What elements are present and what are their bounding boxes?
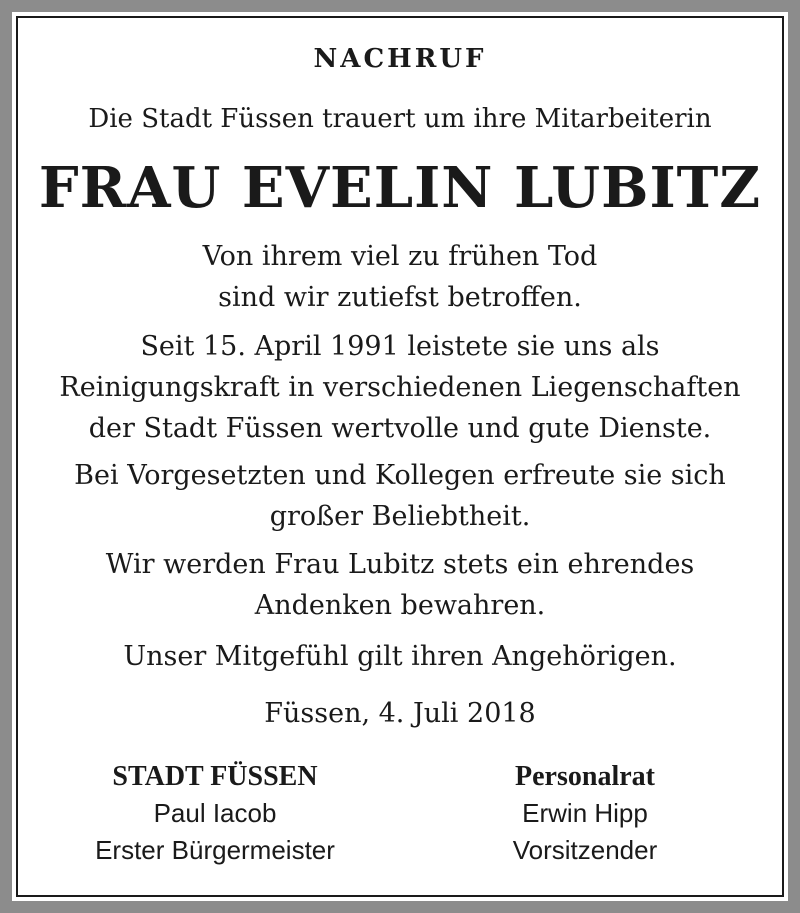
signature-role: Erster Bürgermeister bbox=[95, 835, 335, 865]
paragraph-3 bbox=[0, 455, 800, 537]
signature-block-city bbox=[60, 758, 370, 869]
signature-name: Paul Iacob bbox=[153, 798, 277, 828]
paragraph-4 bbox=[0, 544, 800, 626]
paragraph-line: Von ihrem viel zu frühen Tod bbox=[202, 241, 598, 272]
paragraph-5 bbox=[0, 636, 800, 677]
paragraph-line: Andenken bewahren. bbox=[254, 590, 546, 621]
place-date: Füssen, 4. Juli 2018 bbox=[264, 698, 536, 729]
paragraph-line: großer Beliebtheit. bbox=[269, 501, 531, 532]
paragraph-line: Wir werden Frau Lubitz stets ein ehrendes bbox=[105, 549, 695, 580]
intro-text: Die Stadt Füssen trauert um ihre Mitarbeiterin bbox=[88, 104, 712, 134]
paragraph-line: Bei Vorgesetzten und Kollegen erfreute sie sich bbox=[74, 460, 726, 491]
signature-name: Erwin Hipp bbox=[522, 798, 648, 828]
paragraph-line: Unser Mitgefühl gilt ihren Angehörigen. bbox=[123, 641, 677, 672]
paragraph-line: sind wir zutiefst betroffen. bbox=[218, 282, 582, 313]
paragraph-2 bbox=[0, 326, 800, 449]
heading: NACHRUF bbox=[313, 44, 487, 74]
deceased-name: FRAU EVELIN LUBITZ bbox=[38, 155, 762, 221]
paragraph-line: Reinigungskraft in verschiedenen Liegenschaften bbox=[59, 372, 741, 403]
signature-org: STADT FÜSSEN bbox=[112, 761, 318, 792]
signature-role: Vorsitzender bbox=[512, 835, 658, 865]
paragraph-1 bbox=[0, 236, 800, 318]
paragraph-line: der Stadt Füssen wertvolle und gute Dienste. bbox=[88, 413, 712, 444]
signature-block-staff-council bbox=[440, 758, 730, 869]
paragraph-line: Seit 15. April 1991 leistete sie uns als bbox=[140, 331, 660, 362]
signature-org: Personalrat bbox=[515, 761, 655, 792]
